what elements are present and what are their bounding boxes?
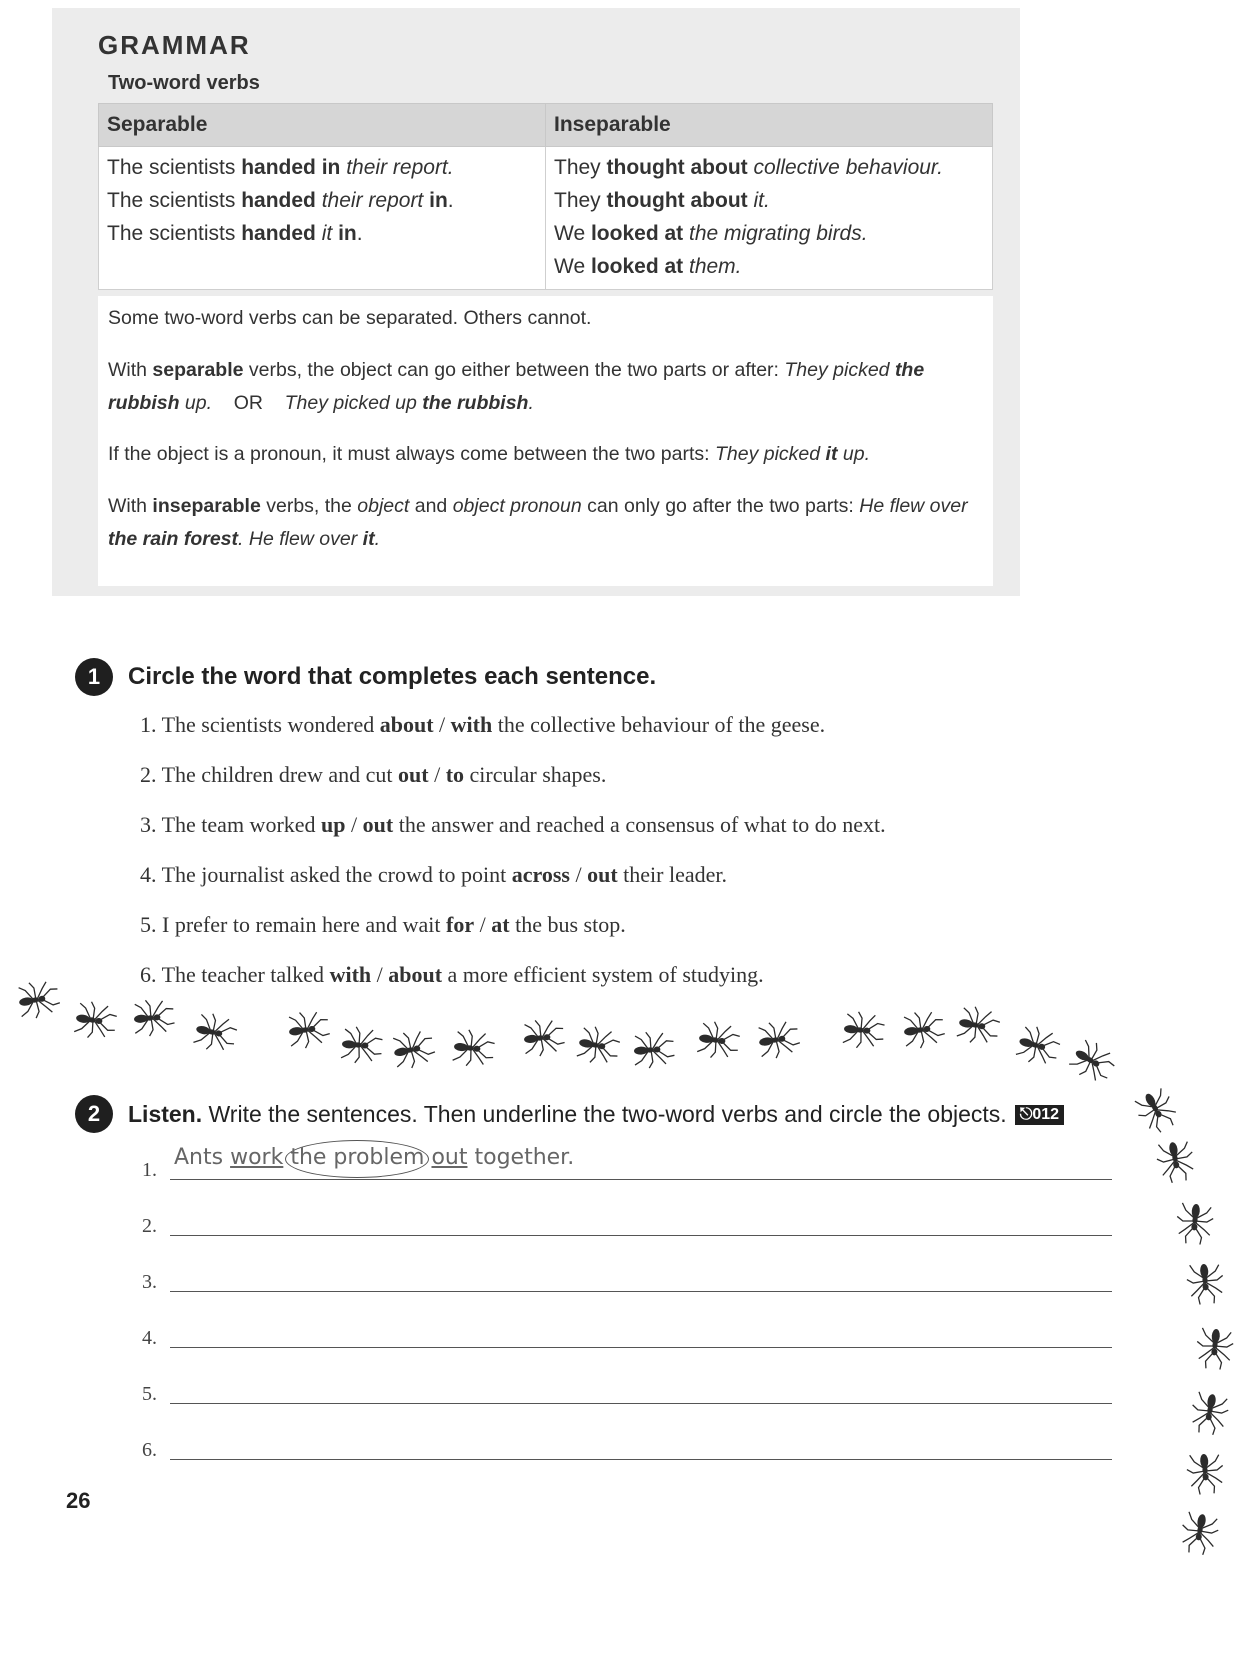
grammar-rules	[98, 296, 993, 586]
bold-run: the rubbish	[108, 359, 930, 414]
text-run: /	[474, 912, 492, 937]
example-line	[107, 217, 537, 250]
italic-run: up.	[837, 443, 870, 465]
text-run: The scientists	[107, 156, 242, 179]
writing-rule	[170, 1291, 1112, 1292]
bold-run: thought about	[606, 189, 748, 212]
circled-object: the problem	[285, 1140, 429, 1178]
exercise-1-number: 1	[75, 658, 113, 696]
line-number: 2.	[142, 1215, 157, 1237]
text-run: The scientists	[107, 222, 242, 245]
bold-run: about	[379, 712, 434, 737]
text-run: Some two-word verbs can be separated. Others cannot.	[108, 307, 592, 329]
italic-run: it.	[747, 189, 770, 212]
bold-run: about	[388, 962, 443, 987]
list-item	[140, 862, 727, 888]
underlined-verb: out	[431, 1145, 468, 1170]
line-number: 6.	[142, 1439, 157, 1461]
writing-rule	[170, 1235, 1112, 1236]
text-run: a more efficient system of studying.	[442, 962, 764, 987]
text-run: If the object is a pronoun, it must always come between the two parts:	[108, 443, 715, 465]
text-run: .	[447, 189, 454, 212]
writing-rule	[170, 1179, 1112, 1180]
bold-run: out	[362, 812, 394, 837]
answer-text: together.	[467, 1145, 575, 1170]
two-word-verbs-table	[98, 103, 993, 290]
italic-run: They picked	[784, 359, 895, 381]
text-run: They	[554, 189, 607, 212]
bold-run: in	[332, 222, 357, 245]
bold-run: across	[511, 862, 570, 887]
text-run: With	[108, 495, 153, 517]
bold-run: in	[423, 189, 448, 212]
list-item	[140, 812, 886, 838]
bold-run: looked at	[590, 255, 684, 278]
answer-line[interactable]	[142, 1198, 1112, 1238]
answer-line[interactable]	[142, 1366, 1112, 1406]
bold-run: with	[450, 712, 493, 737]
line-number: 3.	[142, 1271, 157, 1293]
listen-label: Listen.	[128, 1101, 203, 1127]
italic-run: object	[357, 495, 410, 517]
bold-run: inseparable	[152, 495, 261, 517]
example-answer	[174, 1140, 574, 1178]
italic-run: collective behaviour.	[747, 156, 943, 179]
text-run: 6. The teacher talked	[140, 962, 330, 987]
text-run: can only go after the two parts:	[581, 495, 860, 517]
italic-run: object pronoun	[452, 495, 582, 517]
text-run: /	[371, 962, 389, 987]
italic-run: their report	[315, 189, 424, 212]
inseparable-column	[546, 147, 993, 290]
bold-run: with	[329, 962, 372, 987]
text-run: We	[554, 255, 591, 278]
text-run: 4. The journalist asked the crowd to point	[140, 862, 512, 887]
answer-line[interactable]	[142, 1142, 1112, 1182]
italic-run: . He flew over	[238, 528, 363, 550]
bold-run: thought about	[606, 156, 748, 179]
bold-run: looked at	[590, 222, 684, 245]
bold-run: handed in	[241, 156, 341, 179]
text-run: the answer and reached a consensus of what to do next.	[393, 812, 886, 837]
example-line	[554, 250, 984, 283]
text-run: circular shapes.	[464, 762, 607, 787]
italic-run: it	[315, 222, 333, 245]
text-run: 1. The scientists wondered	[140, 712, 380, 737]
text-run: With	[108, 359, 153, 381]
list-item	[140, 762, 606, 788]
page-number: 26	[66, 1488, 91, 1513]
text-run: /	[345, 812, 363, 837]
underlined-verb: work	[230, 1145, 284, 1170]
text-run: and	[409, 495, 453, 517]
answer-text: Ants	[174, 1145, 231, 1170]
text-run: 5. I prefer to remain here and wait	[140, 912, 447, 937]
text-run: 2. The children drew and cut	[140, 762, 399, 787]
answer-line[interactable]	[142, 1310, 1112, 1350]
bold-run: to	[445, 762, 465, 787]
italic-run: the migrating birds.	[683, 222, 868, 245]
line-number: 4.	[142, 1327, 157, 1349]
bold-run: handed	[241, 189, 316, 212]
example-line	[554, 217, 984, 250]
writing-rule	[170, 1403, 1112, 1404]
text-run: /	[433, 712, 451, 737]
example-line	[107, 151, 537, 184]
bold-run: out	[398, 762, 429, 787]
exercise-1-instruction: Circle the word that completes each sentence.	[128, 663, 657, 690]
bold-run: out	[587, 862, 618, 887]
text-run: .	[356, 222, 363, 245]
text-run: /	[428, 762, 446, 787]
bold-run: the rain forest	[108, 528, 239, 550]
text-run: /	[569, 862, 588, 887]
example-line	[107, 184, 537, 217]
rule-text	[108, 302, 988, 335]
bold-run: for	[446, 912, 475, 937]
headphones-icon: ⎋	[1019, 1106, 1033, 1123]
italic-run: up.	[179, 392, 213, 414]
example-line	[554, 151, 984, 184]
bold-run: handed	[241, 222, 316, 245]
exercise-2-instruction	[128, 1101, 1064, 1128]
bold-run: up	[321, 812, 346, 837]
italic-run: their report.	[340, 156, 454, 179]
rule-text	[108, 438, 988, 471]
italic-run: them.	[683, 255, 742, 278]
instruction-text: Write the sentences. Then underline the two-word verbs and circle the objects.	[202, 1101, 1007, 1127]
answer-line[interactable]	[142, 1422, 1112, 1462]
text-run: OR	[212, 392, 285, 414]
example-line	[554, 184, 984, 217]
text-run: We	[554, 222, 591, 245]
separable-column	[99, 147, 546, 290]
list-item	[140, 712, 825, 738]
text-run: They	[554, 156, 607, 179]
italic-run: They picked up	[284, 392, 423, 414]
italic-run: They picked	[714, 443, 826, 465]
rule-text	[108, 354, 988, 420]
bold-run: it	[362, 528, 375, 550]
line-number: 5.	[142, 1383, 157, 1405]
bold-run: the rubbish	[422, 392, 529, 414]
text-run: The scientists	[107, 189, 242, 212]
grammar-subtitle: Two-word verbs	[108, 72, 260, 94]
table-header-inseparable: Inseparable	[546, 104, 993, 147]
grammar-box	[52, 8, 1020, 596]
bold-run: separable	[152, 359, 244, 381]
table-header-separable: Separable	[99, 104, 546, 147]
text-run: verbs, the	[260, 495, 358, 517]
line-number: 1.	[142, 1159, 157, 1181]
text-run: the bus stop.	[509, 912, 626, 937]
list-item	[140, 962, 764, 988]
text-run: their leader.	[617, 862, 727, 887]
italic-run: .	[528, 392, 534, 414]
audio-track-badge	[1015, 1105, 1064, 1125]
text-run: 3. The team worked	[140, 812, 322, 837]
writing-rule	[170, 1459, 1112, 1460]
text-run: the collective behaviour of the geese.	[492, 712, 826, 737]
italic-run: He flew over	[859, 495, 974, 517]
bold-run: at	[491, 912, 510, 937]
italic-run: .	[374, 528, 381, 550]
audio-track-number: 012	[1032, 1106, 1060, 1123]
answer-line[interactable]	[142, 1254, 1112, 1294]
grammar-title: GRAMMAR	[98, 30, 251, 60]
exercise-2-number: 2	[75, 1095, 113, 1133]
bold-run: it	[825, 443, 838, 465]
rule-text	[108, 490, 988, 556]
list-item	[140, 912, 626, 938]
writing-rule	[170, 1347, 1112, 1348]
text-run: verbs, the object can go either between the two parts or after:	[243, 359, 785, 381]
